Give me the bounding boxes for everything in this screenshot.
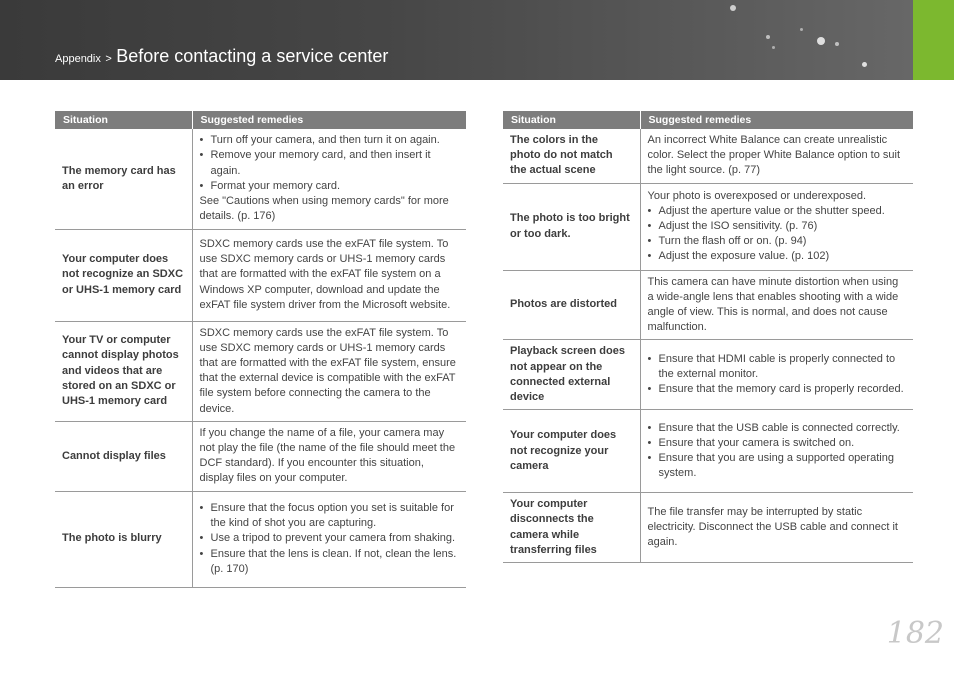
list-item: • Ensure that you are using a supported operating system. (648, 451, 906, 481)
table-row (503, 270, 913, 340)
list-item: • Ensure that your camera is switched on. (648, 436, 906, 451)
decorative-sparkle (766, 35, 770, 39)
column-header-remedies: Suggested remedies (192, 111, 466, 129)
remedy-cell (640, 340, 913, 410)
remedy-cell: An incorrect White Balance can create unrealistic color. Select the proper White Balance option to suit the light source. (p. 77) (640, 129, 913, 183)
remedy-list (648, 204, 906, 265)
situation-cell: Your computer does not recognize your camera (503, 410, 640, 493)
troubleshooting-table-right (503, 111, 913, 563)
list-item: • Format your memory card. (200, 179, 459, 194)
list-item: • Ensure that the memory card is properly recorded. (648, 382, 906, 397)
remedy-intro: Your photo is overexposed or underexposed. (647, 189, 867, 202)
table-header-row (503, 111, 913, 129)
table-row (55, 321, 466, 421)
list-item: • Turn the flash off or on. (p. 94) (648, 234, 906, 249)
table-row (55, 229, 466, 321)
troubleshooting-table-left (55, 111, 466, 588)
accent-bar (913, 0, 954, 80)
list-item: • Remove your memory card, and then insert it again. (200, 148, 459, 178)
remedy-cell (640, 183, 913, 270)
page-title: Before contacting a service center (116, 46, 389, 66)
remedy-cell (192, 129, 466, 229)
remedy-cell: SDXC memory cards use the exFAT file system. To use SDXC memory cards or UHS-1 memory cards that are formatted with the exFAT file system on a Windows XP computer, download and update the exFAT file system driver from the Microsoft website. (192, 229, 466, 321)
situation-cell: The memory card has an error (55, 129, 192, 229)
list-item: • Adjust the aperture value or the shutter speed. (648, 204, 906, 219)
page-number: 182 (886, 616, 944, 651)
table-row (503, 493, 913, 563)
breadcrumb (55, 46, 388, 67)
list-item: • Turn off your camera, and then turn it on again. (200, 133, 459, 148)
column-header-situation: Situation (503, 111, 640, 129)
list-item: • Adjust the exposure value. (p. 102) (648, 249, 906, 264)
decorative-sparkle (862, 62, 867, 67)
column-header-remedies: Suggested remedies (640, 111, 913, 129)
situation-cell: The photo is too bright or too dark. (503, 183, 640, 270)
decorative-sparkle (817, 37, 825, 45)
situation-cell: The colors in the photo do not match the actual scene (503, 129, 640, 183)
table-header-row (55, 111, 466, 129)
breadcrumb-parent[interactable]: Appendix (55, 53, 101, 65)
decorative-sparkle (800, 28, 803, 31)
situation-cell: Your computer disconnects the camera while transferring files (503, 493, 640, 563)
remedy-cell: This camera can have minute distortion when using a wide-angle lens that enables shooting with a wide angle of view. This is normal, and does not cause malfunction. (640, 270, 913, 340)
table-row (55, 421, 466, 491)
remedy-cell (192, 491, 466, 587)
table-row (55, 129, 466, 229)
remedy-list (200, 133, 459, 194)
situation-cell: Playback screen does not appear on the connected external device (503, 340, 640, 410)
table-row (503, 410, 913, 493)
column-header-situation: Situation (55, 111, 192, 129)
page-header (0, 0, 954, 80)
situation-cell: Your TV or computer cannot display photos and videos that are stored on an SDXC or UHS-1 memory card (55, 321, 192, 421)
list-item: • Ensure that the focus option you set is suitable for the kind of shot you are capturing. (200, 501, 459, 531)
table-row (503, 183, 913, 270)
table-row (503, 129, 913, 183)
remedy-cell: SDXC memory cards use the exFAT file system. To use SDXC memory cards or UHS-1 memory cards that are formatted with the exFAT file system, ensure that the external device is compatible with the exFAT file system before connecting the camera to the device. (192, 321, 466, 421)
remedy-list (648, 421, 906, 482)
remedy-list (200, 501, 459, 577)
list-item: • Ensure that HDMI cable is properly connected to the external monitor. (648, 352, 906, 382)
remedy-list (648, 352, 906, 398)
list-item: • Adjust the ISO sensitivity. (p. 76) (648, 219, 906, 234)
list-item: • Ensure that the lens is clean. If not, clean the lens. (p. 170) (200, 547, 459, 577)
table-row (55, 491, 466, 587)
situation-cell: Cannot display files (55, 421, 192, 491)
list-item: • Ensure that the USB cable is connected correctly. (648, 421, 906, 436)
decorative-sparkle (772, 46, 775, 49)
remedy-cell: If you change the name of a file, your camera may not play the file (the name of the file should meet the DCF standard). If you encounter this situation, display files on your computer. (192, 421, 466, 491)
decorative-sparkle (835, 42, 839, 46)
remedy-note: See "Cautions when using memory cards" for more details. (p. 176) (199, 194, 449, 223)
situation-cell: The photo is blurry (55, 491, 192, 587)
breadcrumb-separator: > (105, 53, 112, 65)
decorative-sparkle (730, 5, 736, 11)
table-row (503, 340, 913, 410)
situation-cell: Photos are distorted (503, 270, 640, 340)
list-item: • Use a tripod to prevent your camera from shaking. (200, 531, 459, 546)
remedy-cell: The file transfer may be interrupted by static electricity. Disconnect the USB cable and connect it again. (640, 493, 913, 563)
situation-cell: Your computer does not recognize an SDXC or UHS-1 memory card (55, 229, 192, 321)
remedy-cell (640, 410, 913, 493)
